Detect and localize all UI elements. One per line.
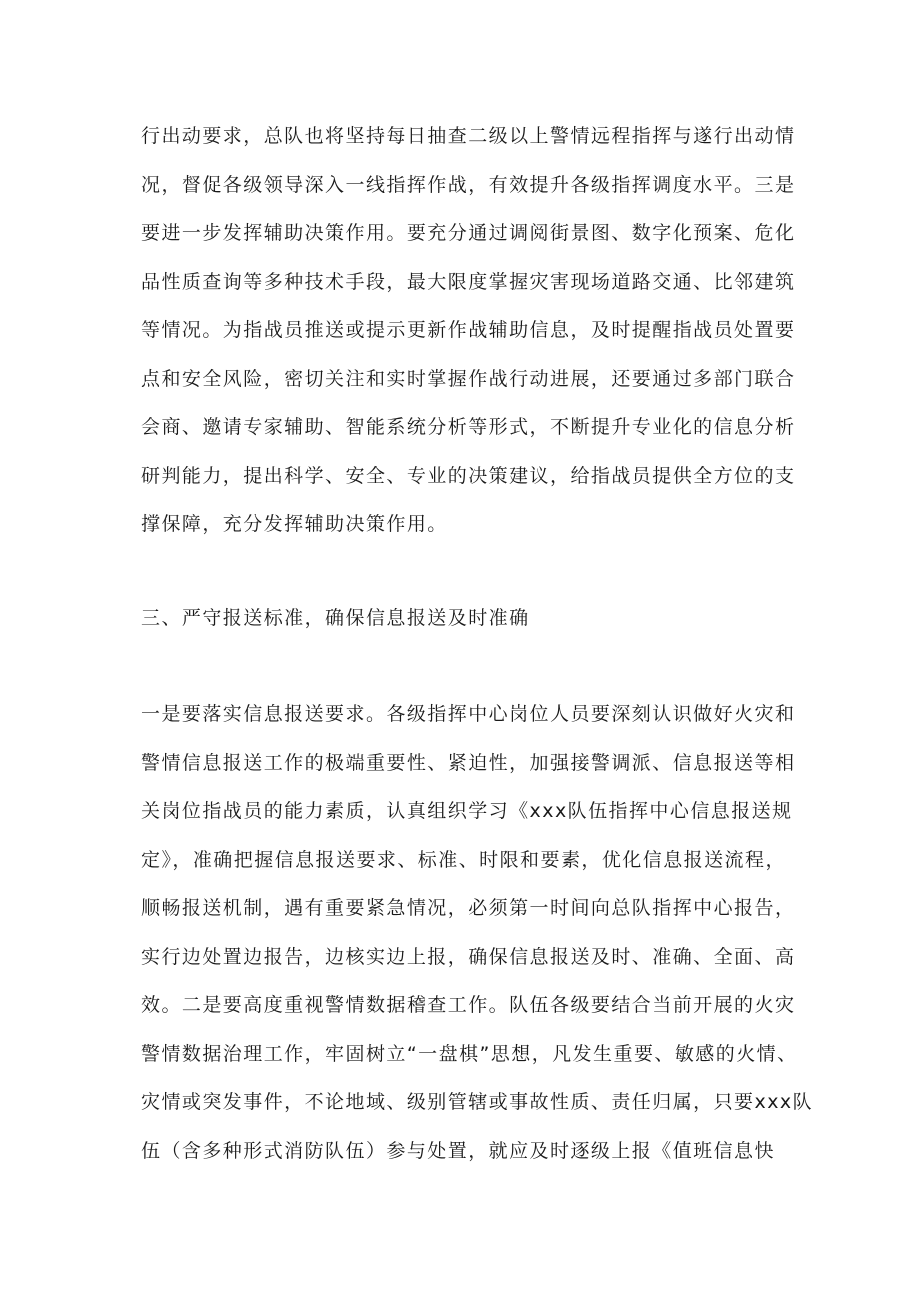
paragraph-line: 定》，准确把握信息报送要求、标准、时限和要素，优化信息报送流程， [141,848,786,871]
paragraph-line: 顺畅报送机制，遇有重要紧急情况，必须第一时间向总队指挥中心报告， [141,897,796,919]
paragraph-line: 一是要落实信息报送要求。各级指挥中心岗位人员要深刻认识做好火灾和 [141,703,796,725]
paragraph-line: 伍（含多种形式消防队伍）参与处置，就应及时逐级上报《值班信息快 [141,1139,775,1162]
paragraph-line: 行出动要求，总队也将坚持每日抽查二级以上警情远程指挥与遂行出动情 [141,125,796,147]
paragraph-line: 等情况。为指战员推送或提示更新作战辅助信息，及时提醒指战员处置要 [141,319,796,341]
paragraph-line: 实行边处置边报告，边核实边上报，确保信息报送及时、准确、全面、高 [141,945,796,968]
paragraph-line: 要进一步发挥辅助决策作用。要充分通过调阅街景图、数字化预案、危化 [141,222,796,244]
paragraph-line: 警情信息报送工作的极端重要性、紧迫性，加强接警调派、信息报送等相 [141,751,796,774]
paragraph-line: 撑保障，充分发挥辅助决策作用。 [141,513,448,535]
section-heading: 三、严守报送标准，确保信息报送及时准确 [141,607,530,629]
paragraph-line: 关岗位指战员的能力素质，认真组织学习《xxx队伍指挥中心信息报送规 [141,800,793,822]
paragraph-line: 警情数据治理工作，牢固树立“一盘棋”思想，凡发生重要、敏感的火情、 [141,1042,798,1065]
paragraph-info-reporting [141,690,814,1175]
paragraph-command-support [141,112,796,549]
paragraph-line: 效。二是要高度重视警情数据稽查工作。队伍各级要结合当前开展的火灾 [141,994,796,1016]
paragraph-line: 研判能力，提出科学、安全、专业的决策建议，给指战员提供全方位的支 [141,464,796,487]
paragraph-line: 点和安全风险，密切关注和实时掌握作战行动进展，还要通过多部门联合 [141,367,796,390]
paragraph-line: 会商、邀请专家辅助、智能系统分析等形式，不断提升专业化的信息分析 [141,416,796,438]
paragraph-line: 灾情或突发事件，不论地域、级别管辖或事故性质、责任归属，只要xxx队 [141,1091,814,1113]
paragraph-line: 品性质查询等多种技术手段，最大限度掌握灾害现场道路交通、比邻建筑 [141,270,796,293]
paragraph-line: 况，督促各级领导深入一线指挥作战，有效提升各级指挥调度水平。三是 [141,173,796,196]
